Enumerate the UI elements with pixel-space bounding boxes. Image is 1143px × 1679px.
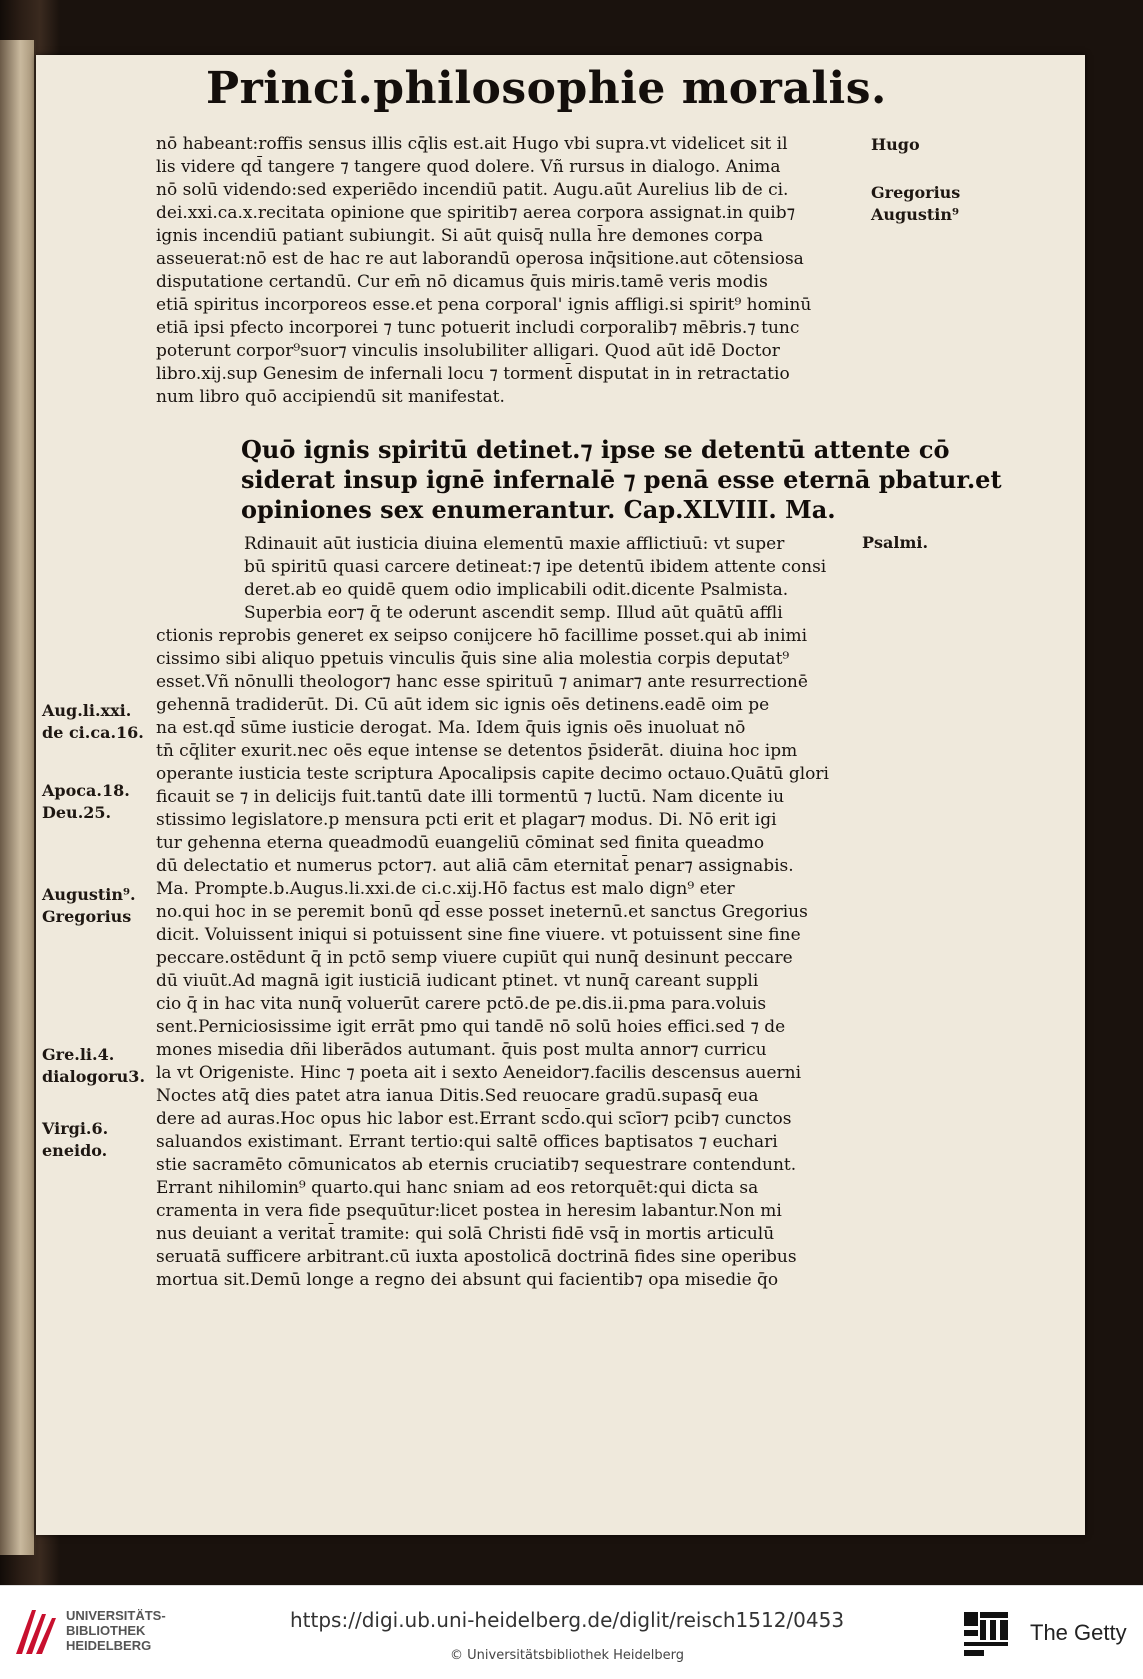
text-line: lis videre qd̄ tangere ⁊ tangere quod dolere. Vñ rursus in dialogo. Anima [156,157,781,177]
text-line: ignis incendiū patiant subiungit. Si aūt quisq̄ nulla h̄re demones corpa [156,226,764,246]
left-page-edge [0,40,36,1555]
margin-note-gregorius: Gregorius [42,907,132,926]
chapter-heading [241,435,1002,525]
text-line: no.qui hoc in se peremit bonū qd̄ esse posset ineternū.et sanctus Gregorius [156,902,808,922]
copyright-notice: © Universitätsbibliothek Heidelberg [450,1648,685,1663]
text-line: dei.xxi.ca.x.recitata opinione que spiritib⁊ aerea corpora assignat.in quib⁊ [156,203,796,223]
text-line: dū viuūt.Ad magnā igit iusticiā iudicant ptinet. vt nunq̄ careant suppli [156,971,759,991]
margin-note-apocalypse: Apoca.18. [42,781,130,800]
institution-name [66,1608,166,1653]
text-line: poterunt corpor⁹suor⁊ vinculis insolubiliter alligari. Quod aūt idē Doctor [156,341,780,361]
margin-note-virgil: Virgi.6. [42,1119,109,1138]
text-line: Ma. Prompte.b.Augus.li.xxi.de ci.c.xij.Hō factus est malo dign⁹ eter [156,879,735,899]
margin-note-gregorius: Gregorius [871,183,961,202]
chapter-heading-line: siderat insup ignē infernalē ⁊ penā esse eternā pbatur.et [241,465,1002,494]
text-line: nō solū videndo:sed experiēdo incendiū patit. Augu.aūt Aurelius lib de ci. [156,180,789,200]
text-line: operante iusticia teste scriptura Apocalipsis capite decimo octauo.Quātū glori [156,764,829,784]
text-line: ficauit se ⁊ in delicijs fuit.tantū date illi tormentū ⁊ luctū. Nam dicente iu [156,787,785,807]
text-line: mones misedia dñi liberādos autumant. q̄uis post multa annor⁊ curricu [156,1040,767,1060]
margin-note-aeneid: eneido. [42,1141,108,1160]
text-line: etiā spiritus incorporeos esse.et pena corporal' ignis affligi.si spirit⁹ hominū [156,295,812,315]
margin-note-augustinus-ref: de ci.ca.16. [42,723,144,742]
text-line: gehennā tradiderūt. Di. Cū aūt idem sic ignis oēs detinens.eadē oim pe [156,695,770,715]
margin-note-augustinus: Augustin⁹ [871,205,959,224]
text-line: disputatione certandū. Cur em̄ nō dicamus q̄uis miris.tamē veris modis [156,272,768,292]
text-line: Noctes atq̄ dies patet atra ianua Ditis.Sed reuocare gradū.supasq̄ eua [156,1086,759,1106]
text-line: na est.qd̄ sūme iusticie derogat. Ma. Idem q̄uis ignis oēs inuoluat nō [156,718,746,738]
text-line: Errant nihilomin⁹ quarto.qui hanc sniam ad eos retorquēt:qui dicta sa [156,1178,759,1198]
text-line: esset.Vñ nōnulli theologor⁊ hanc esse spirituū ⁊ animar⁊ ante resurrectionē [156,672,808,692]
text-line: stie sacramēto cōmunicatos ab eternis cruciatib⁊ sequestrare contendunt. [156,1155,797,1175]
text-line: dū delectatio et numerus pctor⁊. aut aliā cām eternitat̄ penar⁊ assignabis. [156,856,794,876]
text-line: dere ad auras.Hoc opus hic labor est.Errant scd̄o.qui scīor⁊ pcib⁊ cunctos [156,1109,792,1129]
text-block-top [156,133,896,409]
text-line: sent.Perniciosissime igit errāt pmo qui tandē nō solū hoies effici.sed ⁊ de [156,1017,786,1037]
chapter-heading-line: opiniones sex enumerantur. Cap.XLVIII. Ma. [241,495,836,524]
text-line: Rdinauit aūt iusticia diuina elementū maxie afflictiuū: vt super [244,534,785,554]
margin-note-deuteronomy: Deu.25. [42,803,112,822]
margin-note-hugo: Hugo [871,135,920,154]
margin-note-gregorius-ref: Gre.li.4. [42,1045,115,1064]
getty-logo-icon [962,1610,1010,1658]
chapter-heading-line: Quō ignis spiritū detinet.⁊ ipse se detentū attente cō [241,435,950,464]
text-line: asseuerat:nō est de hac re aut laborandū operosa inq̄sitione.aut cōtensiosa [156,249,804,269]
running-headline: Princi.philosophie moralis. [206,63,887,114]
viewer-footer [0,1585,1143,1679]
institution-name-line: HEIDELBERG [66,1638,152,1653]
partner-name: The Getty [1030,1620,1127,1645]
text-line: etiā ipsi pfecto incorporei ⁊ tunc potuerit includi corporalib⁊ mēbris.⁊ tunc [156,318,800,338]
permalink-url[interactable]: https://digi.ub.uni-heidelberg.de/diglit/reisch1512/0453 [290,1608,845,1632]
text-line: saluandos existimant. Errant tertio:qui saltē offices baptisatos ⁊ euchari [156,1132,778,1152]
text-line: nus deuiant a veritat̄ tramite: qui solā Christi fidē vsq̄ in mortis articulū [156,1224,775,1244]
text-line: cramenta in vera fide psequūtur:licet postea in heresim labantur.Non mi [156,1201,782,1221]
text-line: mortua sit.Demū longe a regno dei absunt qui facientib⁊ opa misedie q̄o [156,1270,779,1290]
text-line: deret.ab eo quidē quem odio implicabili odit.dicente Psalmista. [244,580,789,600]
margin-note-augustinus-ref: Aug.li.xxi. [42,701,132,720]
text-line: cissimo sibi aliquo ppetuis vinculis q̄uis sine alia molestia corpis deputat⁹ [156,649,790,669]
text-line: stissimo legislatore.p mensura pcti erit et plagar⁊ modus. Di. Nō erit igi [156,810,777,830]
margin-note-dialogorum: dialogoru3. [42,1067,146,1086]
text-line: Superbia eor⁊ q̄ te oderunt ascendit semp. Illud aūt quātū affli [244,603,783,623]
text-block-main [156,533,896,1292]
margin-note-psalmista: Psalmi. [862,533,929,552]
text-line: la vt Origeniste. Hinc ⁊ poeta ait i sexto Aeneidor⁊.facilis descensus auerni [156,1063,802,1083]
text-line: libro.xij.sup Genesim de infernali locu ⁊ torment̄ disputat in in retractatio [156,364,790,384]
book-page [36,55,1085,1535]
margin-note-augustinus: Augustin⁹. [42,885,136,904]
institution-name-line: BIBLIOTHEK [66,1623,146,1638]
text-line: peccare.ostēdunt q̄ in pctō semp viuere cupiūt qui nunq̄ desinunt peccare [156,948,793,968]
text-line: bū spiritū quasi carcere detineat:⁊ ipe detentū ibidem attente consi [244,557,827,577]
text-line: dicit. Voluissent iniqui si potuissent sine fine viuere. vt potuissent sine fine [156,925,801,945]
text-line: ctionis reprobis generet ex seipso conijcere hō facillime posset.qui ab inimi [156,626,808,646]
university-library-logo-icon [12,1606,58,1658]
text-line: tn̄ cq̄liter exurit.nec oēs eque intense se detentos p̄siderāt. diuina hoc ipm [156,741,798,761]
text-line: seruatā sufficere arbitrant.cū iuxta apostolicā doctrinā fides sine operibus [156,1247,797,1267]
institution-name-line: UNIVERSITÄTS- [66,1608,166,1623]
text-line: cio q̄ in hac vita nunq̄ voluerūt carere pctō.de pe.dis.ii.pma para.voluis [156,994,767,1014]
text-line: num libro quō accipiendū sit manifestat. [156,387,505,407]
text-line: nō habeant:roffis sensus illis cq̄lis est.ait Hugo vbi supra.vt videlicet sit il [156,134,788,154]
text-line: tur gehenna eterna queadmodū euangeliū cōminat sed finita queadmo [156,833,765,853]
